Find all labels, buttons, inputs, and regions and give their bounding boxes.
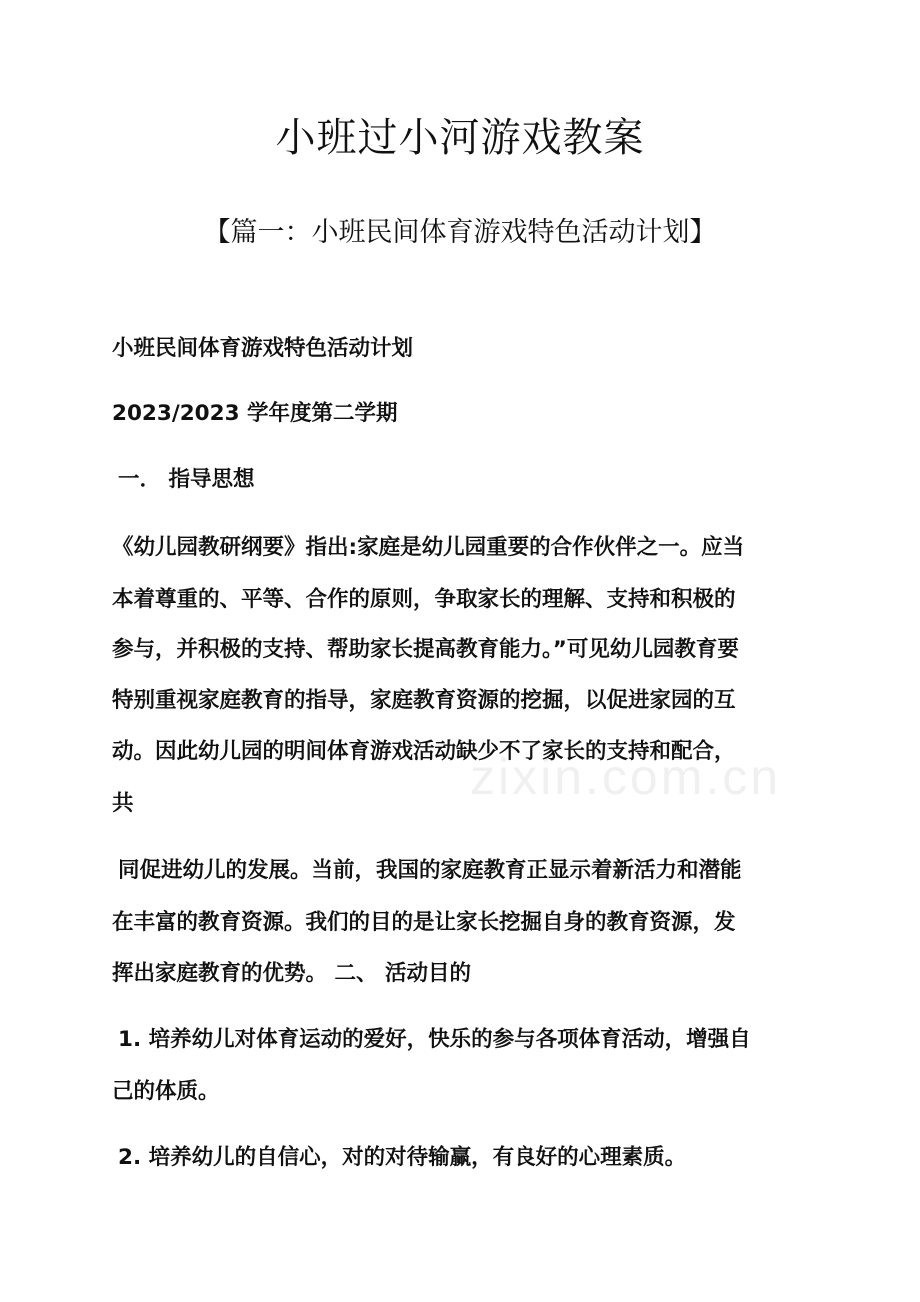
document-title: 小班过小河游戏教案 [275, 115, 645, 161]
document-subtitle: 【篇一：小班民间体育游戏特色活动计划】 [203, 217, 717, 248]
plan-heading: 小班民间体育游戏特色活动计划 [112, 336, 414, 361]
term-line: 2023/2023 学年度第二学期 [112, 401, 398, 426]
paragraph-line: 《幼儿园教研纲要》指出:家庭是幼儿园重要的合作伙伴之一。应当 [112, 535, 745, 560]
paragraph-line: 同促进幼儿的发展。当前，我国的家庭教育正显示着新活力和潜能 [118, 858, 742, 883]
goal-line: 己的体质。 [112, 1079, 220, 1104]
section-heading-guiding-thought: 一． 指导思想 [118, 467, 255, 492]
goal-line: 2. 培养幼儿的自信心，对的对待输赢，有良好的心理素质。 [118, 1145, 687, 1170]
paragraph-line: 本着尊重的、平等、合作的原则，争取家长的理解、支持和积极的 [112, 587, 736, 612]
paragraph-line: 特别重视家庭教育的指导，家庭教育资源的挖掘，以促进家园的互 [112, 688, 736, 713]
svg-text:zixin.com.cn: zixin.com.cn [470, 749, 782, 805]
paragraph-line: 参与，并积极的支持、帮助家长提高教育能力。”可见幼儿园教育要 [112, 637, 739, 662]
paragraph-line: 动。因此幼儿园的明间体育游戏活动缺少不了家长的支持和配合， [112, 739, 736, 764]
paragraph-line: 挥出家庭教育的优势。 二、 活动目的 [112, 961, 471, 986]
goal-line: 1. 培养幼儿对体育运动的爱好，快乐的参与各项体育活动，增强自 [118, 1027, 751, 1052]
paragraph-line: 在丰富的教育资源。我们的目的是让家长挖掘自身的教育资源，发 [112, 910, 736, 935]
paragraph-line: 共 [112, 791, 134, 816]
